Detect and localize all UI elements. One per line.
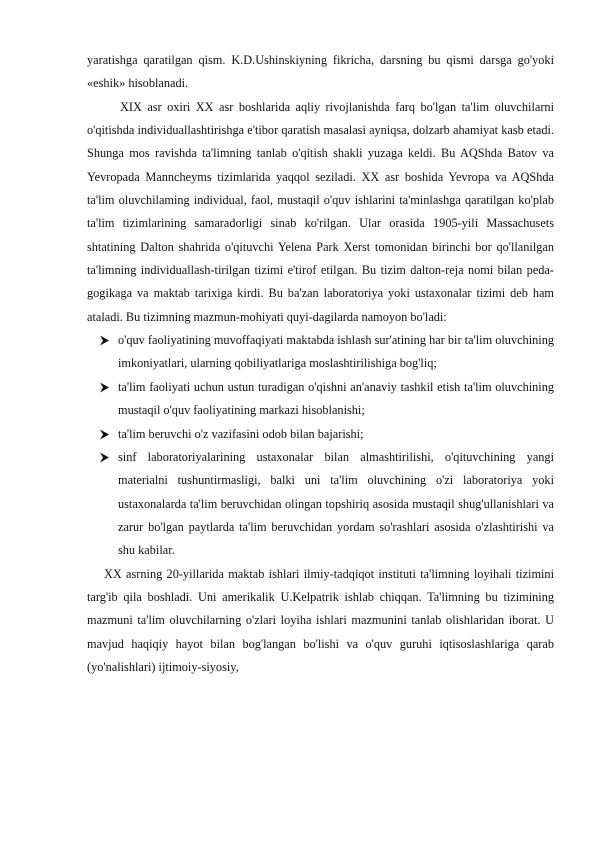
paragraph-intro: yaratishga qaratilgan qism. K.D.Ushinskiyning fikricha, darsning bu qismi darsga go'yoki «eshik» hisoblanadi.: [87, 53, 554, 91]
list-item-text: ta'lim faoliyati uchun ustun turadigan o'qishni an'anaviy tashkil etish ta'lim oluvchining mustaqil o'quv faoliyatining markazi hisoblanishi;: [118, 379, 554, 418]
list-item: [87, 329, 554, 376]
arrowhead-bullet-icon: [99, 446, 111, 469]
list-item: [87, 376, 554, 423]
arrowhead-bullet-icon: [99, 329, 111, 352]
list-item: [87, 446, 554, 563]
list-item: [87, 423, 554, 446]
bullet-list: [87, 329, 554, 562]
paragraph-project-system: XX asrning 20-yillarida maktab ishlari ilmiy-tadqiqot instituti ta'limning loyihali tizimini targ'ib qila boshladi. Uni amerikalik U.Kelpatrik ishlab chiqqan. Ta'limning bu tizimining mazmuni ta'lim oluvchilarning o'zlari loyiha ishlari mazmunini tanlab olishlaridan iborat. U mavjud haqiqiy hayot bilan bog'langan bo'lishi va o'quv guruhi iqtisoslashlariga qarab (yo'nalishlari) ijtimoiy-siyosiy,: [87, 566, 554, 674]
list-item-text: o'quv faoliyatining muvoffaqiyati maktabda ishlash sur'atining har bir ta'lim oluvchining imkoniyatlari, ularning qobiliyatlariga moslashtirilishiga bog'liq;: [118, 333, 554, 371]
list-item-text: sinf laboratoriyalarining ustaxonalar bilan almashtirilishi, o'qituvchining yangi materialni tushuntirmasligi, balki uni ta'lim oluvchining o'zi laboratoriya yoki ustaxonalarda ta'lim beruvchidan olingan topshiriq asosida mustaqil shug'ullanishlari va zarur bo'lgan paytlarda ta'lim beruvchidan yordam so'rashlari asosida o'zlashtirishi va shu kabilar.: [118, 449, 554, 558]
arrowhead-bullet-icon: [99, 423, 111, 446]
document-page: [87, 49, 554, 679]
arrowhead-bullet-icon: [99, 376, 111, 399]
paragraph-history: XIX asr oxiri XX asr boshlarida aqliy rivojlanishda farq bo'lgan ta'lim oluvchilarni o'qitishda individuallashtirishga e'tibor qaratish masalasi ayniqsa, dolzarb ahamiyat kasb etadi. Shunga mos ravishda ta'limning tanlab o'qitish shakli yuzaga keldi. Bu AQShda Batov va Yevropada Manncheyms tizimlarida yaqqol seziladi. XX asr boshida Yevropa va AQShda ta'lim oluvchilaming individual, faol, mustaqil o'quv ishlarini ta'minlashga qaratilgan ko'plab ta'lim tizimlarining samaradorligi sinab ko'rilgan. Ular orasida 1905-yili Massachusets shtatining Dalton shahrida o'qituvchi Yelena Park Xerst tomonidan birinchi bor qo'llanilgan ta'limning individuallash-tirilgan tizimi e'tirof etilgan. Bu tizim dalton-reja nomi bilan peda-gogikaga va maktab tarixiga kirdi. Bu ba'zan laboratoriya yoki ustaxonalar tizimi deb ham ataladi. Bu tizimning mazmun-mohiyati quyi-dagilarda namoyon bo'ladi:: [87, 99, 554, 324]
list-item-text: ta'lim beruvchi o'z vazifasini odob bilan bajarishi;: [118, 426, 364, 441]
